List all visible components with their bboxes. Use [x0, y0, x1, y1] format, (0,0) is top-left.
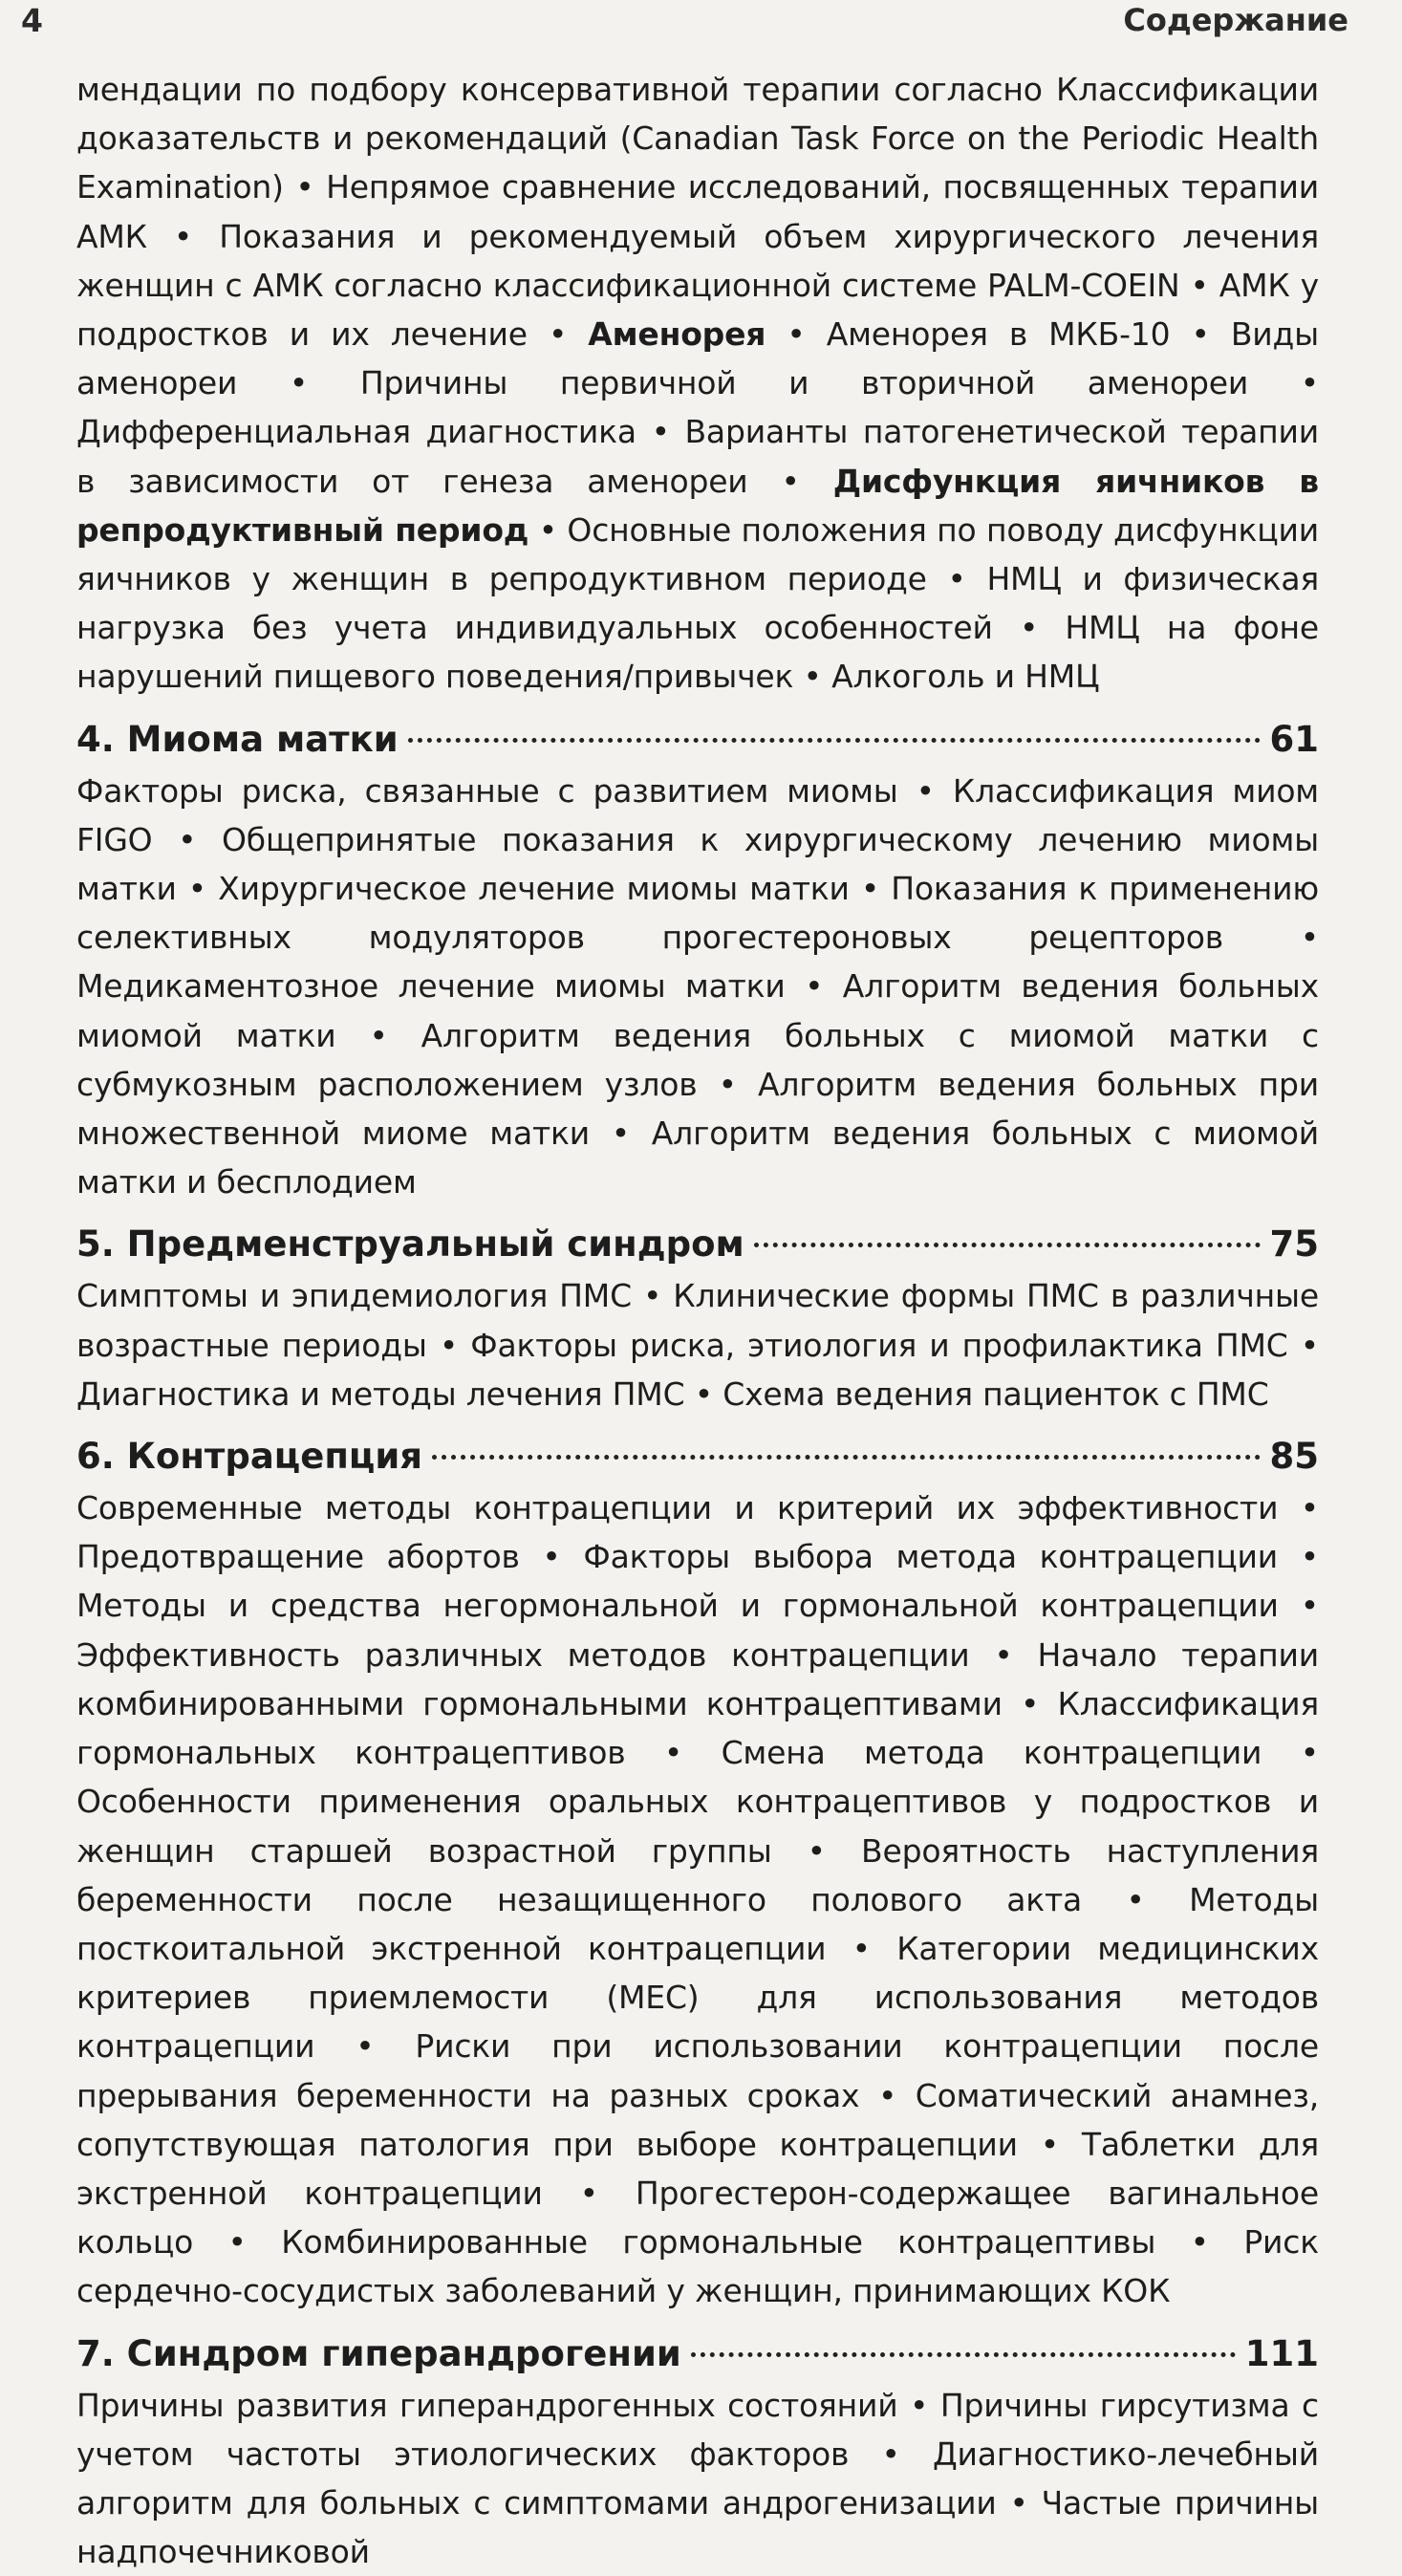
toc-entry-hyperandrogenism[interactable] [76, 2327, 1319, 2381]
toc-entry-uterine-fibroids[interactable] [76, 713, 1319, 767]
running-head: Содержание [1123, 2, 1348, 38]
toc-entry-page: 85 [1269, 1436, 1319, 1478]
page-header [0, 0, 1402, 48]
toc-entry-description: Современные методы контрацепции и критерий их эффективности • Предотвращение абортов • Факторы выбора метода контрацепции • Методы и средства негормональной и гормональной контрацепции • Эффективность различных методов контрацепции • Начало терапии комбинированными гормональными контрацептивами • Классификация гормональных контрацептивов • Смена метода контрацепции • Особенности применения оральных контрацептивов у подростков и женщин старшей возрастной группы • Вероятность наступления беременности после незащищенного полового акта • Методы посткоитальной экстренной контрацепции • Категории медицинских критериев приемлемости (MEC) для использования методов контрацепции • Риски при использовании контрацепции после прерывания беременности на разных сроках • Соматический анамнез, сопутствующая патология при выборе контрацепции • Таблетки для экстренной контрацепции • Прогестерон-содержащее вагинальное кольцо • Комбинированные гормональные контрацептивы • Риск сердечно-сосудистых заболеваний у женщин, принимающих КОК [76, 1489, 1319, 2310]
toc-entry-description: Факторы риска, связанные с развитием миомы • Классификация миом FIGO • Общепринятые показания к хирургическому лечению миомы матки • Хирургическое лечение миомы матки • Показания к применению селективных модуляторов прогестероновых рецепторов • Медикаментозное лечение миомы матки • Алгоритм ведения больных миомой матки • Алгоритм ведения больных с миомой матки с субмукозным расположением узлов • Алгоритм ведения больных при множественной миоме матки • Алгоритм ведения больных с миомой матки и бесплодием [76, 771, 1319, 1201]
toc-entry-description: Причины развития гиперандрогенных состояний • Причины гирсутизма с учетом частоты этиологических факторов • Диагностико-лечебный алгоритм для больных с симптомами андрогенизации • Частые причины надпочечниковой [76, 2386, 1319, 2571]
toc-entry-page: 111 [1244, 2332, 1319, 2374]
toc-entry-title: 7. Синдром гиперандрогении [76, 2332, 681, 2374]
intro-text-3: • Основные положения по поводу дисфункции яичников у женщин в репродуктивном периоде • НМЦ и физическая нагрузка без учета индивидуальных особенностей • НМЦ на фоне нарушений пищевого поведения/привычек • Алкоголь и НМЦ [76, 510, 1319, 696]
toc-entry-title: 5. Предменструальный синдром [76, 1223, 744, 1266]
leader-dots [432, 1455, 1261, 1460]
intro-text-2: • Аменорея в МКБ-10 • Виды аменореи • Причины первичной и вторичной аменореи • Дифференциальная диагностика • Варианты патогенетической терапии в зависимости от генеза аменореи • [76, 315, 1319, 500]
intro-text-1: мендации по подбору консервативной терапии согласно Классификации доказательств и рекомендаций (Canadian Task Force on the Periodic Health Examination) • Непрямое сравнение исследований, посвященных терапии АМК • Показания и рекомендуемый объем хирургического лечения женщин с АМК согласно классификационной системе PALM-COEIN • АМК у подростков и их лечение • [76, 71, 1319, 354]
toc-entry-page: 75 [1269, 1223, 1319, 1266]
toc-entry-page: 61 [1269, 718, 1319, 760]
intro-bold-amenorrhea: Аменорея [588, 315, 766, 354]
intro-paragraph [76, 65, 1319, 702]
page-number: 4 [21, 2, 43, 39]
toc-content [76, 65, 1319, 2576]
toc-entry-contraception[interactable] [76, 1430, 1319, 1483]
leader-dots [408, 738, 1261, 743]
toc-entry-description: Симптомы и эпидемиология ПМС • Клинические формы ПМС в различные возрастные периоды • Факторы риска, этиология и профилактика ПМС • Диагностика и методы лечения ПМС • Схема ведения пациенток с ПМС [76, 1277, 1319, 1413]
toc-entry-title: 6. Контрацепция [76, 1436, 422, 1478]
intro-bold-ovarian-dysfunction: Дисфункция яичников в репродуктивный период [76, 462, 1319, 549]
toc-entry-pms[interactable] [76, 1218, 1319, 1271]
toc-entry-title: 4. Миома матки [76, 718, 399, 760]
leader-dots [691, 2352, 1236, 2357]
leader-dots [754, 1243, 1261, 1247]
